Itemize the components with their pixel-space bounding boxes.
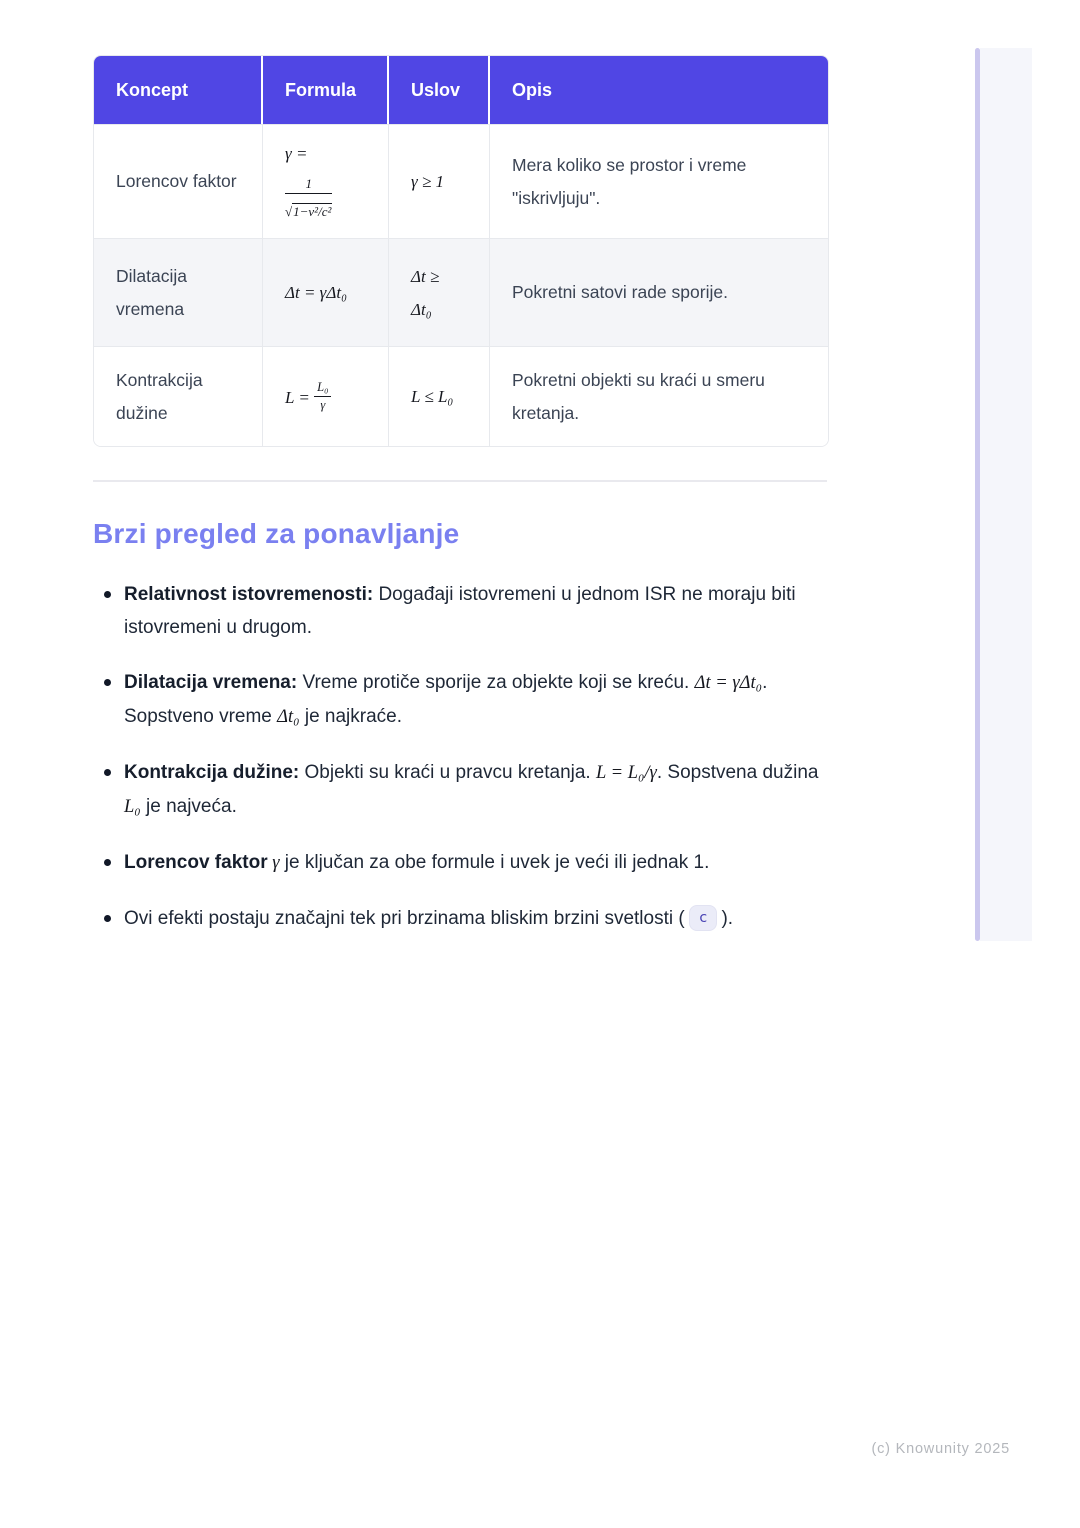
- column-header-formula: Formula: [263, 56, 389, 124]
- list-item-text: Δt₀: [277, 707, 300, 727]
- list-item-text: je najkraće.: [299, 706, 403, 727]
- list-item-text: Ovi efekti postaju značajni tek pri brzinama bliskim brzini svetlosti (: [124, 908, 685, 929]
- list-item-text: Relativnost istovremenosti:: [124, 584, 374, 605]
- list-item: [93, 902, 827, 935]
- list-item-text: Δt = γΔt₀: [694, 673, 763, 693]
- column-header-opis: Opis: [490, 56, 828, 124]
- list-item-text: . Sopstvena dužina: [656, 762, 819, 783]
- list-item-text: L = L₀/γ: [596, 763, 657, 783]
- document-content: [93, 55, 827, 957]
- formula-length-contraction: L = $\frac{\text{L₀}}{\gamma}$: [285, 388, 331, 407]
- section-title: Brzi pregled za ponavljanje: [93, 518, 460, 549]
- sqrt-sign: √: [285, 203, 293, 219]
- formula-gamma-fraction: $\frac{1}{\text{√1−v²/c²}}$: [285, 175, 332, 219]
- list-item-text: Događaji istovremeni u jednom ISR ne moraju biti istovremeni u drugom.: [124, 584, 796, 638]
- list-item: [93, 666, 827, 734]
- list-item-text: Objekti su kraći u pravcu kretanja.: [299, 762, 596, 783]
- table-row: [94, 238, 828, 346]
- table-row: [94, 346, 828, 446]
- cell-koncept: Dilatacija vremena: [94, 238, 263, 346]
- formula-gamma-lhs: γ =: [285, 143, 308, 163]
- summary-list: [93, 578, 827, 935]
- list-item: [93, 756, 827, 824]
- list-item-text: Lorencov faktor: [124, 852, 268, 873]
- cell-opis: Pokretni satovi rade sporije.: [490, 238, 828, 346]
- section-divider: [93, 480, 827, 482]
- cell-uslov: Δt ≥ Δt₀: [389, 238, 490, 346]
- list-item-text: je ključan za obe formule i uvek je veći ili jednak 1.: [279, 852, 710, 873]
- list-item-text: Vreme protiče sporije za objekte koji se kreću.: [297, 672, 695, 693]
- column-header-uslov: Uslov: [389, 56, 490, 124]
- cell-formula: [263, 346, 389, 446]
- table-header-row: [94, 56, 828, 124]
- cell-formula: Δt = γΔt₀: [263, 238, 389, 346]
- list-item-text: . Sopstveno vreme: [124, 672, 768, 727]
- copyright-text: (c) Knowunity 2025: [871, 1441, 1010, 1457]
- cell-koncept: Kontrakcija dužine: [94, 346, 263, 446]
- scrollbar-track[interactable]: [980, 48, 1032, 941]
- list-item-text: ).: [721, 908, 734, 929]
- list-item-text: γ: [267, 853, 280, 873]
- list-item-text: L₀: [124, 797, 141, 817]
- list-item-text: je najveća.: [140, 796, 237, 817]
- radicand: 1−v²/c²: [293, 203, 332, 219]
- cell-opis: Pokretni objekti su kraći u smeru kretanja.: [490, 346, 828, 446]
- column-header-koncept: Koncept: [94, 56, 263, 124]
- list-item: [93, 578, 827, 644]
- cell-koncept: Lorencov faktor: [94, 124, 263, 238]
- list-item: [93, 846, 827, 880]
- list-item-text: Kontrakcija dužine:: [124, 762, 300, 783]
- cell-formula: [263, 124, 389, 238]
- c-badge: c: [689, 905, 718, 931]
- list-item-text: Dilatacija vremena:: [124, 672, 298, 693]
- cell-opis: Mera koliko se prostor i vreme "iskrivljuju".: [490, 124, 828, 238]
- concept-table: [93, 55, 829, 447]
- scrollbar: [975, 48, 1032, 941]
- cell-uslov: L ≤ L₀: [389, 346, 490, 446]
- cell-uslov: γ ≥ 1: [389, 124, 490, 238]
- table-row: [94, 124, 828, 238]
